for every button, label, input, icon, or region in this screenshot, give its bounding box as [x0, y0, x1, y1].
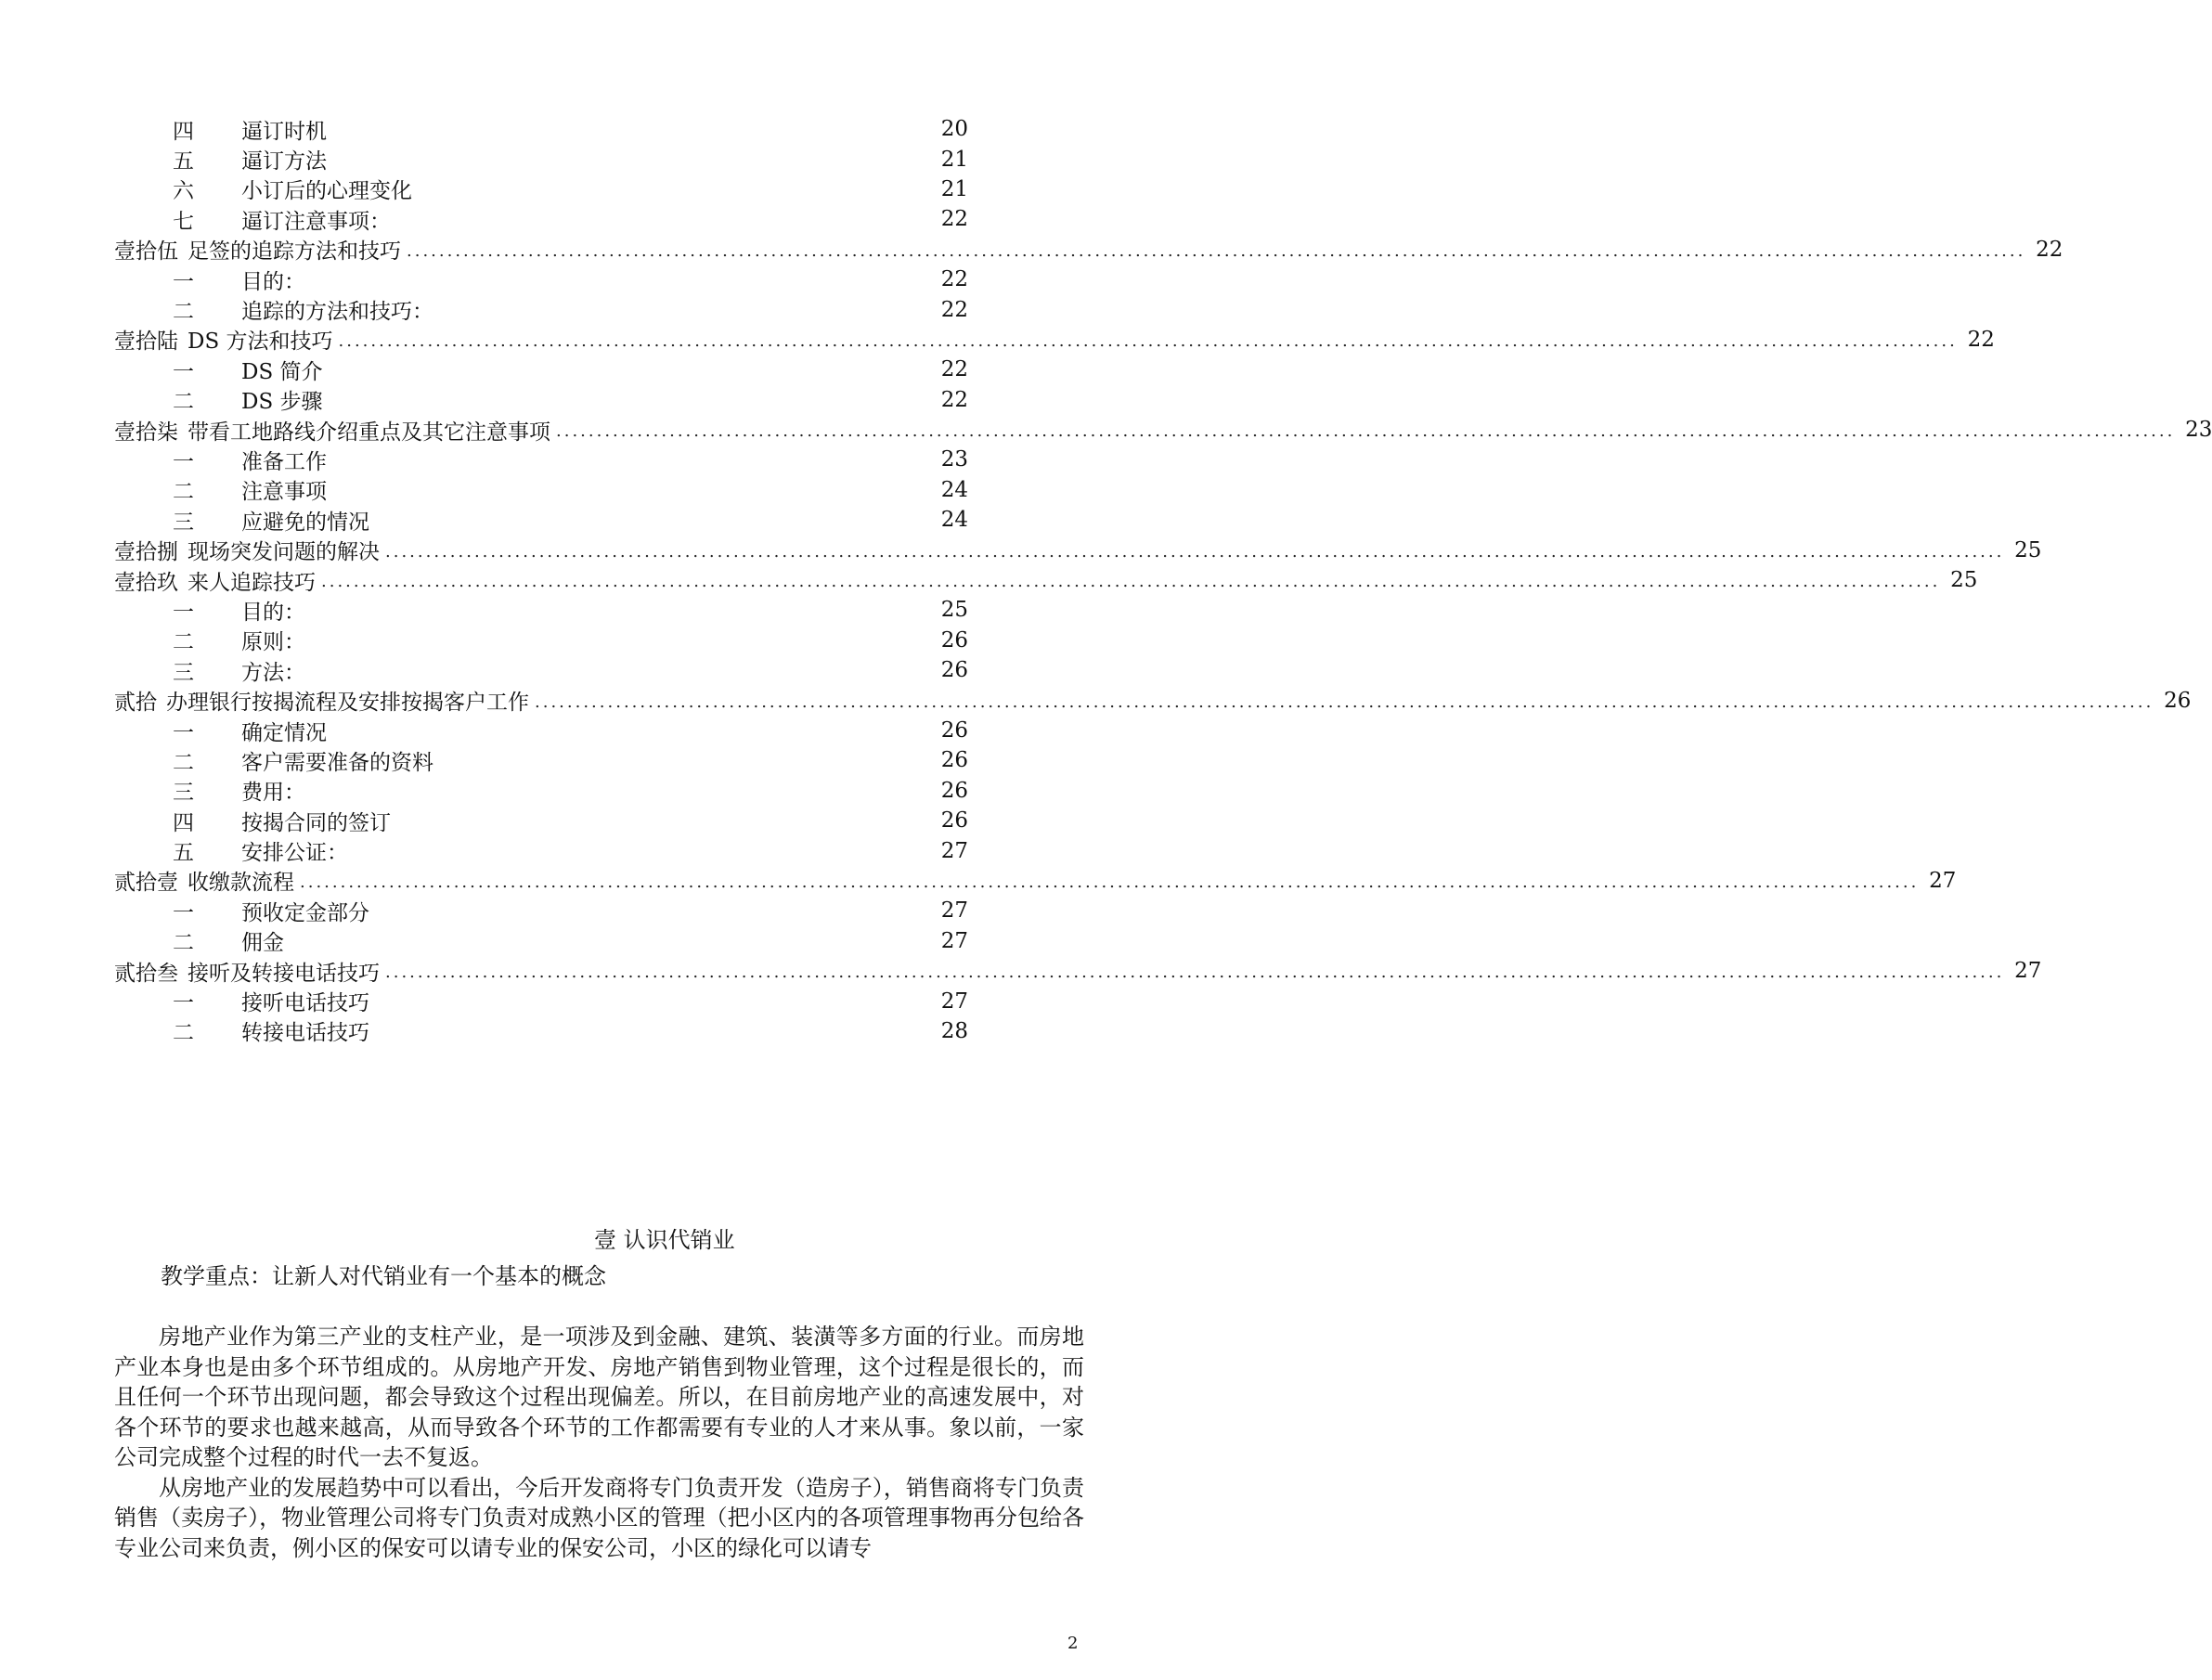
toc-entry-number: 一	[173, 900, 194, 925]
toc-page-number: 26	[940, 658, 968, 683]
toc-page-number: 22	[940, 267, 968, 292]
toc-page-number: 25	[2014, 537, 2042, 562]
toc-dot-leader: ........................................................................................................................................................................................................	[535, 691, 2154, 712]
toc-entry-title: 佣金	[241, 931, 284, 956]
toc-sub-entry	[114, 294, 968, 324]
toc-sub-entry	[114, 174, 968, 204]
toc-entry-title: 逼订方法	[241, 149, 327, 174]
toc-entry-title: 接听及转接电话技巧	[188, 961, 380, 986]
toc-page-number: 23	[940, 447, 968, 472]
toc-sub-entry	[114, 355, 968, 384]
toc-sub-entry	[114, 1016, 968, 1046]
toc-chapter-entry	[114, 866, 1957, 896]
toc-entry-number: 七	[173, 209, 194, 234]
toc-entry-title: 逼订时机	[241, 119, 327, 144]
body-text	[114, 1322, 1084, 1563]
toc-entry-number: 二	[173, 390, 194, 415]
toc-entry-number: 四	[173, 119, 194, 144]
toc-dot-leader: ........................................................................................................................................................................................................	[556, 421, 2176, 442]
toc-sub-entry	[114, 776, 968, 806]
toc-entry-number: 一	[173, 720, 194, 745]
toc-entry-title: 安排公证：	[241, 841, 348, 866]
toc-page-number: 22	[940, 297, 968, 322]
toc-entry-title: 办理银行按揭流程及安排按揭客户工作	[166, 691, 529, 716]
toc-page-number: 26	[940, 627, 968, 653]
toc-entry-title: 足签的追踪方法和技巧	[188, 239, 401, 265]
toc-entry-number: 三	[173, 781, 194, 806]
toc-entry-number: 五	[173, 841, 194, 866]
toc-entry-number: 二	[173, 630, 194, 655]
toc-entry-title: 应避免的情况	[241, 510, 369, 535]
toc-entry-title: 目的：	[241, 600, 305, 625]
page-number: 2	[1067, 1634, 1079, 1653]
toc-entry-number: 壹拾柒	[114, 420, 178, 445]
toc-chapter-entry	[114, 415, 2212, 445]
toc-sub-entry	[114, 745, 968, 775]
toc-entry-number: 一	[173, 991, 194, 1016]
toc-entry-number: 贰拾叁	[114, 961, 178, 986]
toc-page-number: 25	[940, 598, 968, 623]
toc-sub-entry	[114, 265, 968, 294]
toc-page-number: 27	[1929, 868, 1957, 893]
toc-entry-title: 逼订注意事项：	[241, 209, 391, 234]
toc-page-number: 22	[940, 207, 968, 232]
toc-page-number: 27	[940, 838, 968, 863]
toc-page-number: 27	[2014, 959, 2042, 984]
toc-entry-number: 贰拾	[114, 691, 157, 716]
toc-page-number: 23	[2185, 418, 2212, 443]
toc-entry-number: 二	[173, 750, 194, 775]
toc-chapter-entry	[114, 685, 2192, 716]
toc-entry-title: 方法：	[241, 660, 305, 685]
toc-page-number: 22	[1967, 327, 1995, 352]
toc-sub-entry	[114, 505, 968, 535]
toc-page-number: 26	[940, 748, 968, 773]
toc-sub-entry	[114, 926, 968, 956]
toc-sub-entry	[114, 716, 968, 745]
toc-entry-number: 一	[173, 269, 194, 294]
toc-page-number: 25	[1950, 568, 1978, 593]
toc-chapter-entry	[114, 956, 2042, 986]
toc-sub-entry	[114, 835, 968, 865]
table-of-contents	[114, 114, 2212, 1046]
toc-entry-title: 来人追踪技巧	[188, 570, 316, 595]
toc-dot-leader: ........................................................................................................................................................................................................	[385, 963, 2005, 983]
toc-entry-title: 追踪的方法和技巧：	[241, 300, 433, 325]
toc-entry-title: 现场突发问题的解决	[188, 540, 380, 565]
toc-entry-title: 目的：	[241, 269, 305, 294]
paragraph: 从房地产业的发展趋势中可以看出，今后开发商将专门负责开发（造房子），销售商将专门负责销售（卖房子），物业管理公司将专门负责对成熟小区的管理（把小区内的各项管理事物再分包给各专业公司来负责，例小区的保安可以请专业的保安公司，小区的绿化可以请专	[114, 1474, 1084, 1561]
toc-page-number: 28	[940, 1018, 968, 1043]
toc-entry-title: DS 步骤	[241, 390, 323, 415]
toc-sub-entry	[114, 595, 968, 625]
toc-chapter-entry	[114, 565, 1978, 595]
toc-sub-entry	[114, 475, 968, 505]
toc-entry-title: 带看工地路线介绍重点及其它注意事项	[188, 420, 550, 445]
toc-sub-entry	[114, 445, 968, 474]
toc-entry-title: 原则：	[241, 630, 305, 655]
toc-entry-number: 二	[173, 480, 194, 505]
toc-entry-number: 二	[173, 931, 194, 956]
toc-sub-entry	[114, 655, 968, 685]
toc-sub-entry	[114, 385, 968, 415]
toc-entry-number: 贰拾壹	[114, 871, 178, 896]
toc-page-number: 20	[940, 117, 968, 142]
toc-entry-title: 准备工作	[241, 450, 327, 474]
toc-entry-number: 壹拾伍	[114, 239, 178, 265]
toc-entry-title: 接听电话技巧	[241, 991, 369, 1016]
toc-page-number: 22	[940, 387, 968, 412]
toc-entry-number: 二	[173, 300, 194, 325]
toc-page-number: 26	[2164, 688, 2192, 713]
toc-entry-title: 按揭合同的签订	[241, 810, 391, 835]
toc-page-number: 21	[940, 176, 968, 201]
toc-sub-entry	[114, 986, 968, 1015]
toc-entry-number: 一	[173, 600, 194, 625]
toc-sub-entry	[114, 806, 968, 835]
toc-entry-number: 三	[173, 510, 194, 535]
toc-page-number: 24	[940, 508, 968, 533]
toc-sub-entry	[114, 144, 968, 174]
toc-page-number: 26	[940, 718, 968, 743]
toc-entry-number: 壹拾捌	[114, 540, 178, 565]
toc-entry-title: 费用：	[241, 781, 305, 806]
toc-chapter-entry	[114, 325, 1995, 355]
toc-dot-leader: ........................................................................................................................................................................................................	[321, 572, 1941, 592]
toc-page-number: 22	[940, 357, 968, 382]
toc-entry-title: 小订后的心理变化	[241, 179, 412, 204]
teaching-focus: 教学重点：让新人对代销业有一个基本的概念	[161, 1263, 606, 1289]
section-heading: 壹 认识代销业	[594, 1227, 735, 1253]
toc-entry-number: 一	[173, 359, 194, 384]
toc-page-number: 22	[2036, 237, 2063, 262]
toc-sub-entry	[114, 896, 968, 925]
toc-dot-leader: ........................................................................................................................................................................................................	[338, 331, 1958, 352]
toc-entry-number: 二	[173, 1021, 194, 1046]
toc-chapter-entry	[114, 535, 2042, 565]
toc-sub-entry	[114, 114, 968, 144]
toc-page-number: 27	[940, 989, 968, 1014]
toc-dot-leader: ........................................................................................................................................................................................................	[407, 240, 2026, 261]
toc-page-number: 26	[940, 778, 968, 803]
toc-page-number: 21	[940, 147, 968, 172]
toc-page-number: 27	[940, 898, 968, 924]
toc-entry-title: 注意事项	[241, 480, 327, 505]
toc-page-number: 24	[940, 477, 968, 502]
toc-entry-number: 四	[173, 810, 194, 835]
toc-entry-title: 客户需要准备的资料	[241, 750, 433, 775]
toc-page-number: 27	[940, 928, 968, 953]
toc-dot-leader: ........................................................................................................................................................................................................	[300, 872, 1920, 893]
toc-entry-number: 一	[173, 450, 194, 474]
toc-entry-number: 壹拾陆	[114, 330, 178, 355]
toc-entry-title: 确定情况	[241, 720, 327, 745]
toc-entry-title: DS 方法和技巧	[188, 330, 333, 355]
toc-entry-number: 三	[173, 660, 194, 685]
toc-sub-entry	[114, 626, 968, 655]
paragraph: 房地产业作为第三产业的支柱产业，是一项涉及到金融、建筑、装潢等多方面的行业。而房地产业本身也是由多个环节组成的。从房地产开发、房地产销售到物业管理，这个过程是很长的，而且任何一个环节出现问题，都会导致这个过程出现偏差。所以，在目前房地产业的高速发展中，对各个环节的要求也越来越高，从而导致各个环节的工作都需要有专业的人才来从事。象以前，一家公司完成整个过程的时代一去不复返。	[114, 1324, 1084, 1470]
toc-page-number: 26	[940, 808, 968, 834]
toc-entry-number: 六	[173, 179, 194, 204]
toc-sub-entry	[114, 204, 968, 234]
toc-entry-title: DS 简介	[241, 359, 323, 384]
toc-chapter-entry	[114, 235, 2063, 265]
toc-entry-title: 收缴款流程	[188, 871, 294, 896]
toc-dot-leader: ........................................................................................................................................................................................................	[385, 541, 2005, 562]
toc-entry-title: 预收定金部分	[241, 900, 369, 925]
toc-entry-title: 转接电话技巧	[241, 1021, 369, 1046]
toc-entry-number: 五	[173, 149, 194, 174]
toc-entry-number: 壹拾玖	[114, 570, 178, 595]
